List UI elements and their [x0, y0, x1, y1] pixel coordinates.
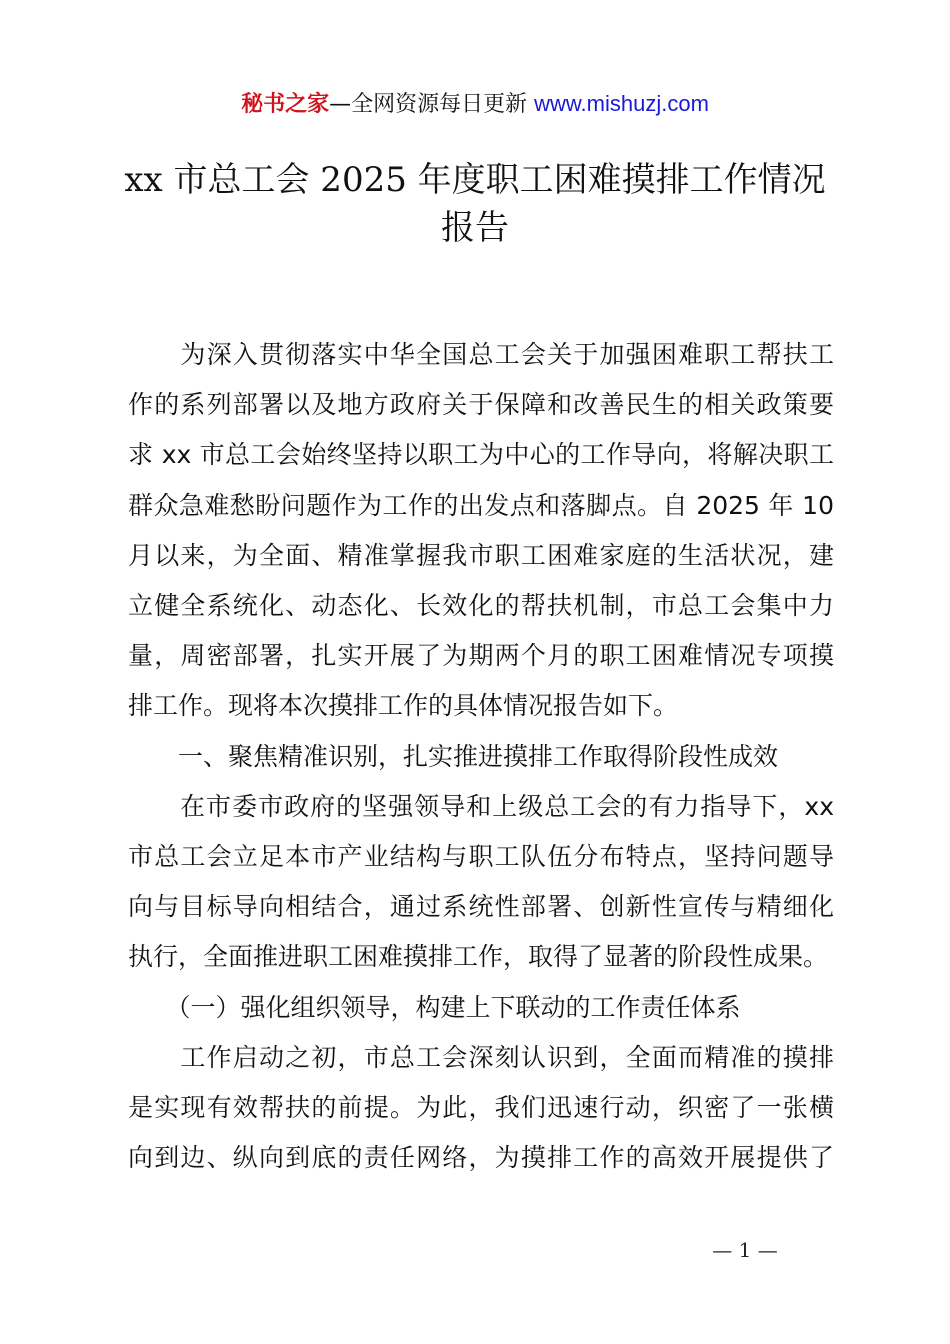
subsection-heading-1: [128, 983, 834, 1033]
text-line: 是实现有效帮扶的前提。为此，我们迅速行动，织密了一张横: [128, 1093, 834, 1123]
site-banner: [0, 88, 950, 121]
document-body: [128, 330, 834, 1183]
text-line: 月以来，为全面、精准掌握我市职工困难家庭的生活状况，建: [128, 540, 834, 570]
text-line: 为深入贯彻落实中华全国总工会关于加强困难职工帮扶工: [128, 340, 834, 369]
text-line: 排工作。现将本次摸排工作的具体情况报告如下。: [128, 691, 679, 721]
text-line: 立健全系统化、动态化、长效化的帮扶机制，市总工会集中力: [128, 591, 834, 621]
paragraph-subsection-1: [128, 1033, 834, 1184]
text-line: 执行，全面推进职工困难摸排工作，取得了显著的阶段性成果。: [128, 942, 829, 972]
text-line: 求 xx 市总工会始终坚持以职工为中心的工作导向，将解决职工: [128, 440, 834, 470]
text-line: 作的系列部署以及地方政府关于保障和改善民生的相关政策要: [128, 390, 834, 420]
paragraph-intro: [128, 330, 834, 732]
section-heading-1: [128, 732, 834, 782]
banner-tagline: —全网资源每日更新: [329, 92, 535, 117]
heading-line: （一）强化组织领导，构建上下联动的工作责任体系: [128, 992, 741, 1022]
text-line: 向到边、纵向到底的责任网络，为摸排工作的高效开展提供了: [128, 1143, 834, 1173]
heading-line: 一、聚焦精准识别，扎实推进摸排工作取得阶段性成效: [128, 741, 779, 771]
title-line-1: xx 市总工会 2025 年度职工困难摸排工作情况: [124, 160, 826, 200]
text-line: 市总工会立足本市产业结构与职工队伍分布特点，坚持问题导: [128, 842, 834, 872]
document-title: [60, 156, 890, 252]
text-line: 工作启动之初，市总工会深刻认识到，全面而精准的摸排: [128, 1042, 834, 1072]
site-url-link[interactable]: www.mishuzj.com: [534, 91, 709, 116]
title-line-2: 报告: [441, 208, 509, 248]
text-line: 量，周密部署，扎实开展了为期两个月的职工困难情况专项摸: [128, 641, 834, 671]
text-line: 群众急难愁盼问题作为工作的出发点和落脚点。自 2025 年 10: [128, 490, 834, 520]
text-line: 在市委市政府的坚强领导和上级总工会的有力指导下，xx: [128, 791, 834, 821]
text-line: 向与目标导向相结合，通过系统性部署、创新性宣传与精细化: [128, 892, 834, 922]
brand-name: 秘书之家: [241, 92, 330, 117]
page-number: — 1 —: [712, 1238, 778, 1262]
paragraph-section-1: [128, 782, 834, 983]
